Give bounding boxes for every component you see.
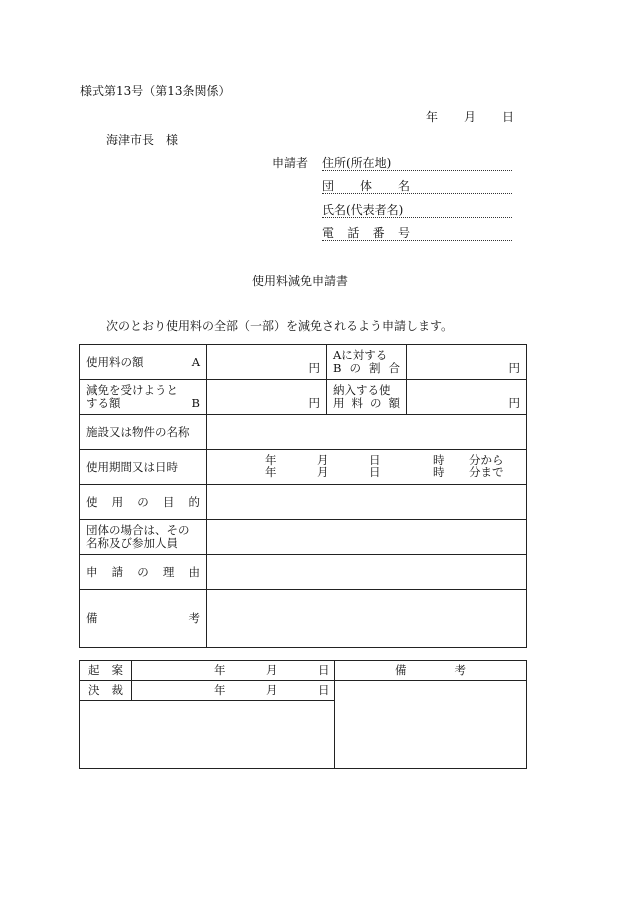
- period-from-year: 年: [265, 453, 277, 467]
- phone-char-4: 号: [397, 226, 410, 240]
- ratio-line-2: [333, 362, 400, 375]
- reason-input[interactable]: [207, 555, 527, 590]
- fee-amount-text: 使用料の額: [86, 354, 144, 369]
- draft-label: [80, 661, 132, 681]
- reason-char-2: 請: [111, 564, 124, 579]
- exempt-line-1: 減免を受けようと: [86, 383, 178, 398]
- applicant-group-label: [322, 180, 410, 192]
- purpose-char-4: 目: [162, 494, 175, 509]
- period-until-year: 年: [265, 465, 277, 479]
- period-until-month: 月: [317, 465, 329, 479]
- decision-char-2: 裁: [111, 683, 123, 698]
- purpose-char-2: 用: [111, 494, 124, 509]
- decision-date-row: [132, 682, 334, 697]
- exempt-b-mark: B: [191, 396, 200, 410]
- facility-input[interactable]: [207, 415, 527, 450]
- draft-year: 年: [214, 662, 226, 677]
- draft-month: 月: [266, 662, 278, 677]
- form-number: 様式第13号（第13条関係）: [80, 84, 231, 98]
- draft-char-1: 起: [88, 663, 100, 678]
- addressee: 海津市長 様: [106, 133, 179, 147]
- exempt-line-2: [86, 397, 200, 410]
- decision-day: 日: [318, 682, 330, 697]
- decision-year: 年: [214, 682, 226, 697]
- draft-day: 日: [318, 662, 330, 677]
- applicant-address-label: 住所(所在地): [322, 156, 392, 170]
- group-info-label: [80, 520, 207, 555]
- reason-char-5: 由: [188, 564, 200, 579]
- applicant-name-label: 氏名(代表者名): [322, 203, 404, 217]
- pay-char-2: 料: [351, 396, 363, 410]
- pay-line-2: [333, 397, 400, 410]
- group-char-1: 団: [322, 179, 335, 193]
- period-until-day: 日: [369, 465, 381, 479]
- approval-remarks-char-2: 考: [454, 663, 466, 678]
- period-from-day: 日: [369, 453, 381, 467]
- group-info-input[interactable]: [207, 520, 527, 555]
- facility-label: [80, 415, 207, 450]
- group-char-3: 名: [397, 179, 410, 193]
- approval-remarks-header: [335, 661, 527, 681]
- period-from-month: 月: [317, 453, 329, 467]
- exempt-yen: 円: [308, 396, 320, 411]
- remarks-label: [80, 590, 207, 648]
- group-info-line-1: 団体の場合は、その: [86, 523, 190, 538]
- phone-char-2: 話: [347, 226, 360, 240]
- group-line: [322, 193, 512, 194]
- pay-amount-label: [327, 380, 407, 415]
- exempt-line-2-text: する額: [86, 396, 121, 410]
- decision-char-1: 決: [88, 683, 100, 698]
- approval-stamp-area[interactable]: [80, 701, 335, 769]
- remarks-char-2: 考: [188, 611, 200, 626]
- period-text: 使用期間又は日時: [86, 459, 178, 474]
- phone-line: [322, 240, 512, 241]
- ratio-input[interactable]: [407, 345, 527, 380]
- remarks-char-1: 備: [86, 611, 98, 626]
- facility-text: 施設又は物件の名称: [86, 424, 190, 439]
- purpose-input[interactable]: [207, 485, 527, 520]
- decision-label: [80, 681, 132, 701]
- ratio-label: [327, 345, 407, 380]
- draft-date[interactable]: [132, 661, 335, 681]
- applicant-label: 申請者: [272, 156, 309, 170]
- pay-line-1: 納入する使: [333, 383, 391, 398]
- date-year: 年: [426, 110, 439, 124]
- ratio-yen: 円: [508, 361, 520, 376]
- period-label: [80, 450, 207, 485]
- reason-char-4: 理: [162, 564, 175, 579]
- date-day: 日: [502, 110, 515, 124]
- name-line: [322, 217, 512, 218]
- ratio-char-2: の: [349, 361, 361, 375]
- reason-char-1: 申: [86, 564, 98, 579]
- ratio-char-3: 割: [368, 361, 381, 375]
- period-row-until: [207, 467, 526, 479]
- pay-yen: 円: [508, 396, 520, 411]
- period-from-hour: 時: [433, 453, 445, 467]
- draft-date-row: [132, 662, 334, 677]
- fee-amount-input[interactable]: [207, 345, 327, 380]
- applicant-phone-label: [322, 227, 410, 239]
- application-table: [79, 344, 527, 648]
- fee-amount-label: [80, 345, 207, 380]
- exempt-amount-label: [80, 380, 207, 415]
- reason-char-3: の: [137, 564, 149, 579]
- document-title: 使用料減免申請書: [252, 274, 349, 288]
- remarks-input[interactable]: [207, 590, 527, 648]
- purpose-char-1: 使: [86, 494, 98, 509]
- period-input[interactable]: [207, 450, 527, 485]
- group-info-line-2: 名称及び参加人員: [86, 536, 178, 550]
- date-month: 月: [464, 110, 477, 124]
- pay-char-3: の: [370, 396, 382, 410]
- group-char-2: 体: [359, 179, 372, 193]
- approval-table: [79, 660, 527, 769]
- fee-a-mark: A: [191, 354, 200, 369]
- draft-char-2: 案: [111, 663, 123, 678]
- reason-label: [80, 555, 207, 590]
- exempt-amount-input[interactable]: [207, 380, 327, 415]
- purpose-char-3: の: [137, 494, 149, 509]
- phone-char-3: 番: [372, 226, 385, 240]
- approval-remarks-area[interactable]: [335, 681, 527, 769]
- phone-char-1: 電: [322, 226, 335, 240]
- address-line: [322, 170, 512, 171]
- decision-month: 月: [266, 682, 278, 697]
- ratio-char-4: 合: [388, 361, 400, 375]
- fee-amount-yen: 円: [308, 361, 320, 376]
- purpose-label: [80, 485, 207, 520]
- period-until-hour: 時: [433, 465, 445, 479]
- decision-date[interactable]: [132, 681, 335, 701]
- pay-amount-input[interactable]: [407, 380, 527, 415]
- purpose-char-5: 的: [188, 494, 200, 509]
- period-from-suffix: 分から: [469, 453, 504, 467]
- period-until-suffix: 分まで: [469, 465, 504, 479]
- pay-char-4: 額: [388, 396, 400, 410]
- ratio-char-1: B: [333, 361, 342, 375]
- intro-text: 次のとおり使用料の全部（一部）を減免されるよう申請します。: [106, 319, 454, 333]
- ratio-line-1: Aに対する: [333, 348, 388, 363]
- pay-char-1: 用: [333, 396, 345, 410]
- approval-remarks-char-1: 備: [395, 663, 407, 678]
- approval-remarks-title: [335, 664, 526, 677]
